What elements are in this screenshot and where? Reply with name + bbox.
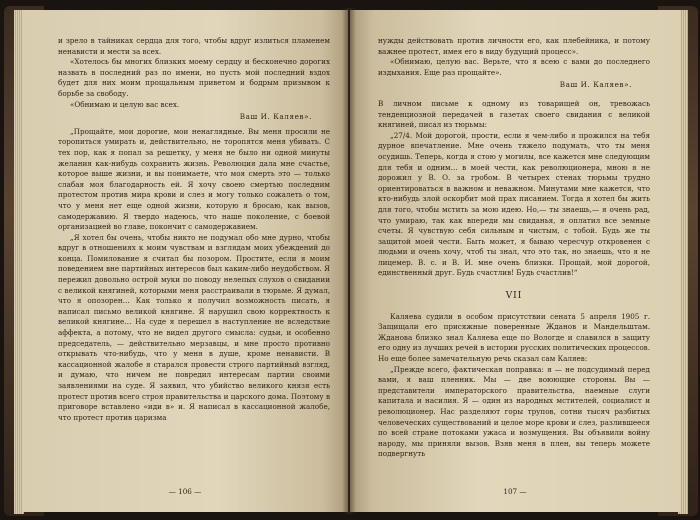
right-paragraph: Каляева судили в особом присутствии сената 5 апреля 1905 г. Защищали его присяжные поверенные Жданов и Мандельштам. Жданова близко знал Каляева еще по Вологде и славился в защиту его одну из лучших речей в истории русских политических процессов. Но еще более замечательную речь сказал сам Каляев: xyxy=(378,311,650,364)
left-page-text xyxy=(58,36,330,423)
left-paragraph: „Я хотел бы очень, чтобы никто не подумал обо мне дурно, чтобы вдруг в отношениях к моим чувствам и взглядам моих убеждений до конца. Помилование я считал бы позором. Простите, если я моим поведением вне партийных интересов был каким-либо неудобством. Я пережил довольно острой муки по поводу нелепых слухов о свидании с великой княгиней, которыми меня расстраивали в тюрьме. Я думал, что я опозорен… Как только я получил возможность писать, я написал письмо великой княгине. Я нарушил свою корректность к великой княгине… На суде я перешел в наступление не вследствие аффекта, а потому, что не видел другого смысла: судьи, и особенно председатель, — действительно мерзавцы, и мне просто противно открывать что-нибудь, что у меня в душе, кроме ненависти. В кассационной жалобе я старался провести строго партийный взгляд, и думаю, что ничем не повредил интересам партии своими заявлениями на суде. Я заявил, что убийство великого князя есть протест против всего строя правительства и царского дома. Поэтому в приговоре вставлено «иди в» и. Я написал в кассационной жалобе, что протест против царизма xyxy=(58,232,330,422)
book-gutter xyxy=(342,8,356,514)
left-paragraph: «Обнимаю и целую вас всех. xyxy=(70,99,180,109)
left-paragraph: Ваш И. Каляев». xyxy=(239,112,312,122)
right-paragraph: Ваш И. Каляев». xyxy=(559,80,632,90)
right-paragraph: «Обнимаю, целую вас. Верьте, что я всею с вами до последнего издыхания. Еще раз прощайте». xyxy=(378,57,650,77)
right-page-number: 107 — xyxy=(503,487,527,496)
right-paragraph: В личном письме к одному из товарищей он, тревожась тенденциозной передачей в газетах своего свидания с великой княгиней, писал из тюрьмы: xyxy=(378,98,650,130)
right-page-text xyxy=(378,36,650,460)
right-paragraph: нужды действовать против личности его, как плебейника, и потому важнее протест, имея его в виду будущий процесс». xyxy=(378,36,650,56)
right-page xyxy=(350,10,680,512)
left-page xyxy=(22,10,348,512)
left-page-number: — 106 — xyxy=(168,487,202,496)
left-paragraph: и зрело в тайниках сердца для того, чтобы вдруг излиться пламенем ненависти и мести за всех. xyxy=(58,36,330,56)
right-paragraph: „27/4. Мой дорогой, прости, если я чем-либо я прожился на тебя дурное впечатление. Мне очень тяжело подумать, что ты меня осудишь. Теперь, когда я стою у могилы, все кажется мне следующим для тебя и одним… в моей чести, как революционера, мною я не дорожил у В. О. за гробом. В четырех стенах тюрьмы трудно ориентироваться в важном и неважном. Минутами мне кажется, что кто-нибудь злой оскорбит мой прах писанием. Тогда я хотел бы жить для того, чтобы мстить за мою идею. Но,— ты знаешь,— я очень рад, что умираю, так как впереди мы свиданья, я оплатил все земные счеты. Я чувствую себя сильным и чистым, с тобой. Будь же ты защитой моей чести. Быть может, я бываю чересчур откровенен с людьми и очень хочу, чтоб ты знал, что это так, но знаешь, что я не лицемер. В. с. и В. И. мне очень близки. Прощай, мой дорогой, единственный друг. Будь счастлив! Будь счастлив!“ xyxy=(378,130,650,278)
chapter-heading: VII xyxy=(505,291,523,302)
right-paragraph: „Прежде всего, фактическая поправка: я — не подсудимый перед вами, я ваш пленник. Мы — две воюющие стороны. Вы — представители императорского правительства, наемные слуги капитала и насилия. Я — один из народных мстителей, социалист и революционер. Нас разделяют горы трупов, сотни тысяч разбитых человеческих существований и целое море крови и слез, разлившееся по всей стране потоками ужаса и возмущения. Вы объявили войну народу, мы приняли вызов. Взяв меня в плен, вы теперь можете подвергнуть xyxy=(378,364,650,459)
left-paragraph: „Прощайте, мои дорогие, мои ненаглядные. Вы меня просили не торопиться умирать и, действительно, не торопятся меня убивать. С тех пор, как я попал за решетку, у меня не было ни одной минуты желания как-нибудь сохранить жизнь. Революция дала мне счастье, которое выше жизни, и вы понимаете, что моя смерть это — только слабая моя благодарность ей. Я хочу своею смертью последним протестом против мира крови и слез и могу только сожалеть о том, что у меня нет еще одной жизни, которую я бросаю, как вызов, самодержавию. Я твердо надеюсь, что наше поколение, с боевой организацией во главе, покончит с самодержавием. xyxy=(58,126,330,232)
left-paragraph: «Хотелось бы многих близких моему сердцу и бесконечно дорогих назвать в последний раз по имени, но пусть мой последний вздох будет для них моим прощальным приветом и бодрым призывом к борьбе за свободу. xyxy=(58,57,330,98)
